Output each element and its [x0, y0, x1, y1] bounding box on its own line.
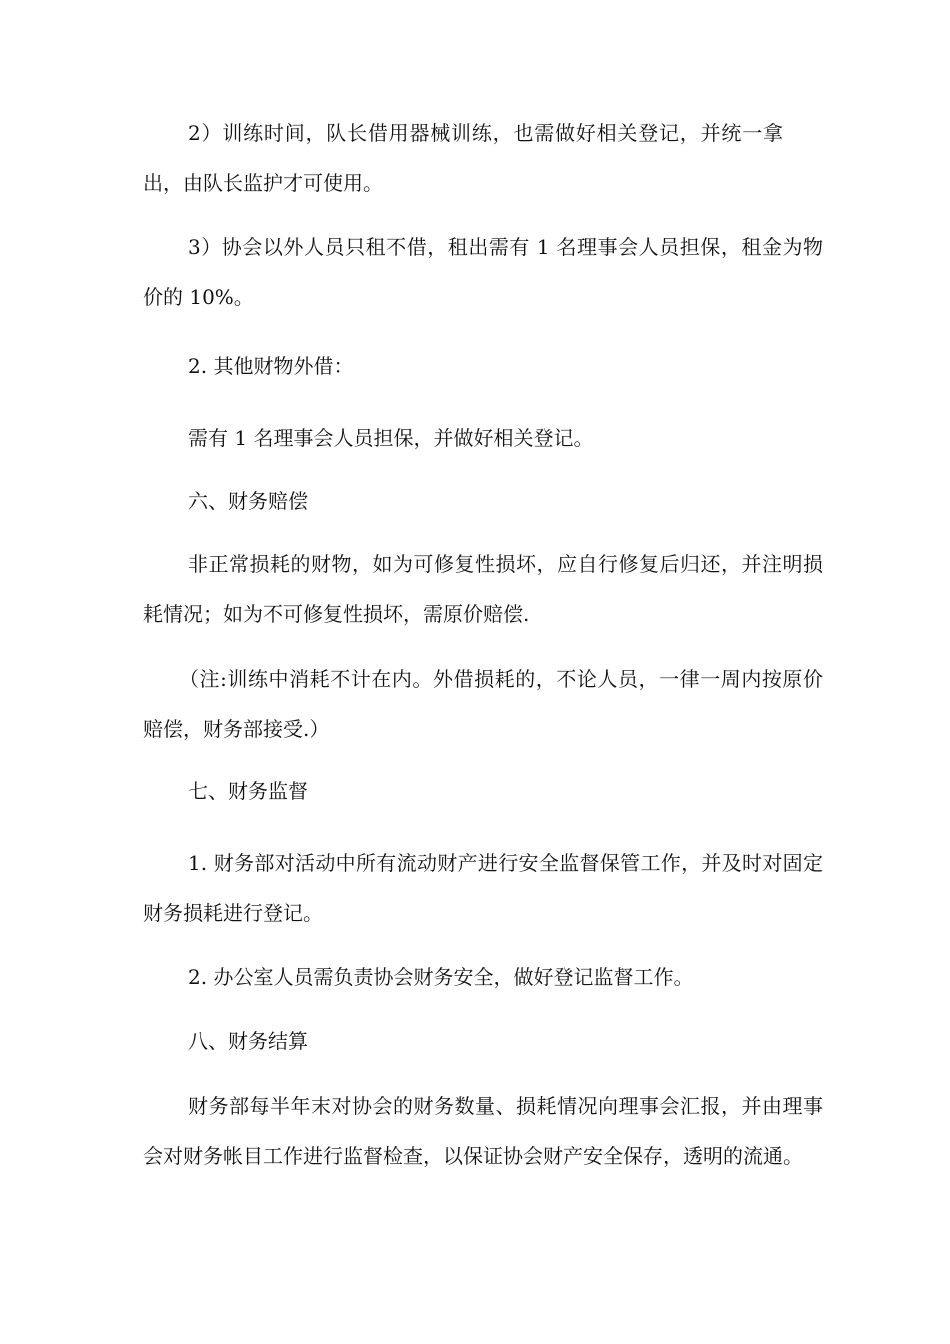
section-heading-compensation: 六、财务赔偿 — [188, 489, 308, 513]
section-heading-supervision: 七、财务监督 — [188, 779, 308, 803]
paragraph-settlement: 财务部每半年末对协会的财务数量、损耗情况向理事会汇报，并由理事会对财务帐目工作进行监督检查，以保证协会财产安全保存，透明的流通。 — [143, 1094, 823, 1168]
paragraph-supervision-2: 2. 办公室人员需负责协会财务安全，做好登记监督工作。 — [188, 965, 694, 989]
paragraph-compensation: 非正常损耗的财物，如为可修复性损坏，应自行修复后归还，并注明损耗情况；如为不可修复性损坏，需原价赔偿. — [143, 552, 823, 626]
paragraph-guarantee: 需有 1 名理事会人员担保，并做好相关登记。 — [188, 426, 594, 450]
paragraph-captain-equipment-use: 2）训练时间，队长借用器械训练，也需做好相关登记，并统一拿出，由队长监护才可使用。 — [143, 121, 783, 195]
section-heading-settlement: 八、财务结算 — [188, 1029, 308, 1053]
paragraph-supervision-1: 1. 财务部对活动中所有流动财产进行安全监督保管工作，并及时对固定财务损耗进行登记。 — [143, 851, 823, 925]
paragraph-compensation-note: （注:训练中消耗不计在内。外借损耗的，不论人员，一律一周内按原价赔偿，财务部接受.） — [143, 667, 823, 741]
paragraph-rental-rules: 3）协会以外人员只租不借，租出需有 1 名理事会人员担保，租金为物价的 10%。 — [143, 235, 823, 309]
paragraph-other-lending-heading: 2. 其他财物外借： — [188, 354, 354, 378]
